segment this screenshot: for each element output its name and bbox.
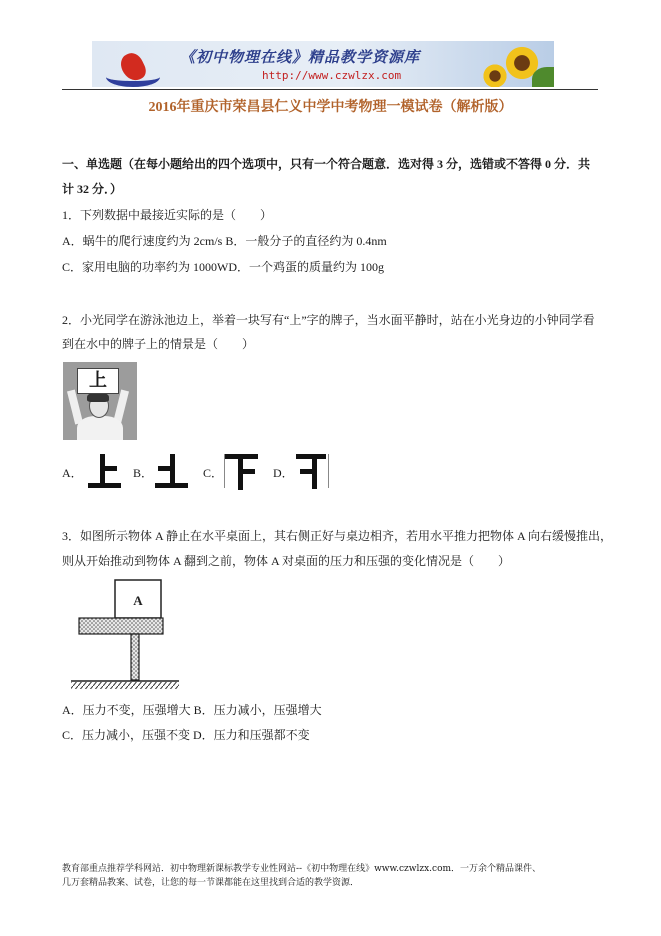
- header-divider: [62, 89, 598, 90]
- sign-character: 上: [77, 368, 119, 394]
- question-3-options-ab: A．压力不变，压强增大 B．压力减小，压强增大: [62, 703, 322, 717]
- option-a-label: A．: [62, 466, 83, 480]
- question-2-stem: 2．小光同学在游泳池边上，举着一块写有“上”字的牌子，当水面平静时，站在小光身边的小钟同学看: [62, 313, 595, 327]
- question-2-stem-cont: 到在水中的牌子上的情景是（ ）: [62, 337, 255, 351]
- option-b-mirrored-glyph-icon: [152, 452, 192, 490]
- logo-swoosh-icon: [106, 67, 160, 87]
- block-a-label: A: [133, 593, 143, 608]
- person-holding-sign-image: [63, 362, 137, 440]
- banner-title: 《初中物理在线》精品教学资源库: [180, 48, 421, 66]
- option-b-label: B．: [133, 466, 154, 480]
- option-d-rotated-glyph-icon: [292, 452, 332, 490]
- option-c-inverted-glyph-icon: [222, 452, 262, 490]
- question-1-options-cd: C．家用电脑的功率约为 1000WD．一个鸡蛋的质量约为 100g: [62, 260, 384, 274]
- option-d-label: D．: [273, 466, 294, 480]
- leaf-icon: [532, 67, 554, 87]
- question-1-options-ab: A．蜗牛的爬行速度约为 2cm/s B．一般分子的直径约为 0.4nm: [62, 234, 387, 248]
- block-on-table-diagram: [63, 578, 181, 692]
- document-title: 2016年重庆市荣昌县仁义中学中考物理一模试卷（解析版）: [148, 100, 513, 115]
- section-heading: 一、单选题（在每小题给出的四个选项中，只有一个符合题意．选对得 3 分，选错或不答得 0 分．共: [62, 157, 591, 171]
- question-3-stem: 3．如图所示物体 A 静止在水平桌面上，其右侧正好与桌边相齐，若用水平推力把物体 A 向右缓慢推出，: [62, 529, 613, 543]
- sunflower-icon: [482, 63, 508, 87]
- person-body: [77, 416, 123, 440]
- section-heading-cont: 计 32 分．）: [62, 182, 123, 196]
- question-3-stem-cont: 则从开始推动到物体 A 翻到之前，物体 A 对桌面的压力和压强的变化情况是（ ）: [62, 554, 511, 568]
- footer-line-2: 几万套精品教案、试卷，让您的每一节课都能在这里找到合适的教学资源．: [62, 878, 360, 888]
- question-3-options-cd: C．压力减小，压强不变 D．压力和压强都不变: [62, 728, 310, 742]
- footer-line-1: 教育部重点推荐学科网站．初中物理新课标教学专业性网站--《初中物理在线》www.czwlzx.com．一万余个精品课件、: [62, 864, 542, 874]
- site-banner: [92, 41, 554, 87]
- option-a-upright-glyph-icon: [84, 452, 124, 490]
- banner-url[interactable]: http://www.czwlzx.com: [262, 69, 402, 82]
- option-c-label: C．: [203, 466, 224, 480]
- question-1-stem: 1．下列数据中最接近实际的是（ ）: [62, 208, 273, 222]
